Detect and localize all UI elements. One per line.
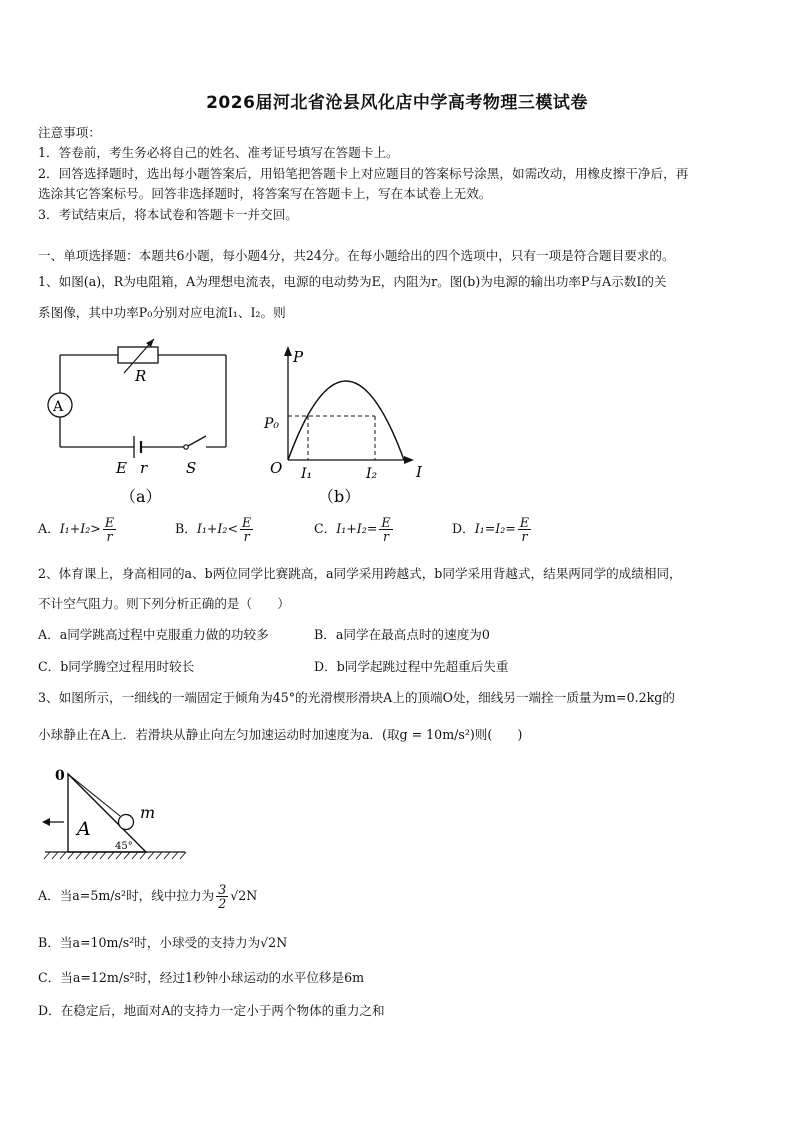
label-A-wedge: A xyxy=(77,818,91,840)
origin-O: O xyxy=(270,459,283,477)
section-heading: 一、单项选择题：本题共6小题，每小题4分，共24分。在每小题给出的四个选项中，只有一项是符合题目要求的。 xyxy=(38,248,675,263)
q1-circuit-figure xyxy=(40,335,240,510)
q3-option-a[interactable]: A．当a=5m/s²时，线中拉力为 $\frac{3}{2}$ √2N xyxy=(38,882,258,912)
q1-option-b[interactable]: B．I₁+I₂< $\frac{E}{r}$ xyxy=(175,515,252,545)
q3-stem-line2: 小球静止在A上．若滑块从静止向左匀加速运动时加速度为a．(取g = 10m/s²)则( ) xyxy=(38,727,523,742)
q1-option-d[interactable]: D．I₁=I₂= $\frac{E}{r}$ xyxy=(452,515,530,545)
string-line xyxy=(68,774,120,816)
label-R: R xyxy=(135,367,147,385)
q2-option-c[interactable]: C．b同学腾空过程用时较长 xyxy=(38,659,195,674)
label-r: r xyxy=(140,459,148,477)
label-E: E xyxy=(116,459,127,477)
fraction: $\frac{E}{r}$ xyxy=(381,515,391,545)
caption-b: （b） xyxy=(318,487,361,506)
q2-option-d[interactable]: D．b同学起跳过程中先超重后失重 xyxy=(314,659,509,674)
q1-option-a[interactable]: A．I₁+I₂> $\frac{E}{r}$ xyxy=(38,515,115,545)
axis-label-P: P xyxy=(293,348,304,366)
q1-stem-line1: 1、如图(a)，R为电阻箱，A为理想电流表，电源的电动势为E，内阻为r。图(b)为电源的输出功率P与A示数I的关 xyxy=(38,274,667,289)
page-title: 2026届河北省沧县风化店中学高考物理三模试卷 xyxy=(206,93,588,113)
wedge-block xyxy=(68,774,146,852)
power-curve xyxy=(288,381,404,460)
arrow-left-icon xyxy=(42,818,50,826)
q3-option-d[interactable]: D．在稳定后，地面对A的支持力一定小于两个物体的重力之和 xyxy=(38,1003,385,1018)
label-O: 0 xyxy=(55,768,65,784)
label-I1: I₁ xyxy=(301,466,313,482)
fraction: $\frac{E}{r}$ xyxy=(242,515,252,545)
q1-power-current-graph xyxy=(258,340,438,510)
notice-item-3: 3．考试结束后，将本试卷和答题卡一并交回。 xyxy=(38,207,298,222)
q3-option-b[interactable]: B．当a=10m/s²时，小球受的支持力为√2N xyxy=(38,935,288,950)
q3-stem-line1: 3、如图所示，一细线的一端固定于倾角为45°的光滑楔形滑块A上的顶端O处，细线另一端拴一质量为m=0.2kg的 xyxy=(38,690,675,705)
label-A: A xyxy=(53,399,64,415)
q2-stem-line1: 2、体育课上，身高相同的a、b两位同学比赛跳高，a同学采用跨越式，b同学采用背越式，结果两同学的成绩相同， xyxy=(38,566,682,581)
q1-option-c[interactable]: C．I₁+I₂= $\frac{E}{r}$ xyxy=(314,515,391,545)
fraction-three-halves: $\frac{3}{2}$ xyxy=(218,882,227,912)
q3-option-c[interactable]: C．当a=12m/s²时，经过1秒钟小球运动的水平位移是6m xyxy=(38,970,365,985)
caption-a: （a） xyxy=(120,487,162,506)
angle-label: 45° xyxy=(115,841,133,852)
axis-label-I: I xyxy=(416,463,422,481)
resistor-box xyxy=(118,347,158,363)
q1-stem-line2: 系图像，其中功率P₀分别对应电流I₁、I₂。则 xyxy=(38,305,286,320)
notice-item-2: 2．回答选择题时，选出每小题答案后，用铅笔把答题卡上对应题目的答案标号涂黑，如需改动，用橡皮擦干净后，再 xyxy=(38,166,689,181)
q2-option-a[interactable]: A．a同学跳高过程中克服重力做的功较多 xyxy=(38,627,269,642)
label-S: S xyxy=(186,459,197,477)
ball-icon xyxy=(119,815,134,830)
notice-item-1: 1．答卷前，考生务必将自己的姓名、准考证号填写在答题卡上。 xyxy=(38,145,399,160)
label-I2: I₂ xyxy=(366,466,378,482)
label-m: m xyxy=(140,803,156,822)
notice-heading: 注意事项： xyxy=(38,125,101,140)
fraction: $\frac{E}{r}$ xyxy=(519,515,530,545)
switch-icon xyxy=(184,445,188,449)
q2-stem-line2: 不计空气阻力。则下列分析正确的是（ ） xyxy=(38,596,290,611)
label-P0: P₀ xyxy=(264,416,280,432)
q3-wedge-figure xyxy=(40,760,190,865)
q2-option-b[interactable]: B．a同学在最高点时的速度为0 xyxy=(314,627,490,642)
fraction: $\frac{E}{r}$ xyxy=(104,515,115,545)
notice-item-2-cont: 选涂其它答案标号。回答非选择题时，将答案写在答题卡上，写在本试卷上无效。 xyxy=(38,186,492,201)
